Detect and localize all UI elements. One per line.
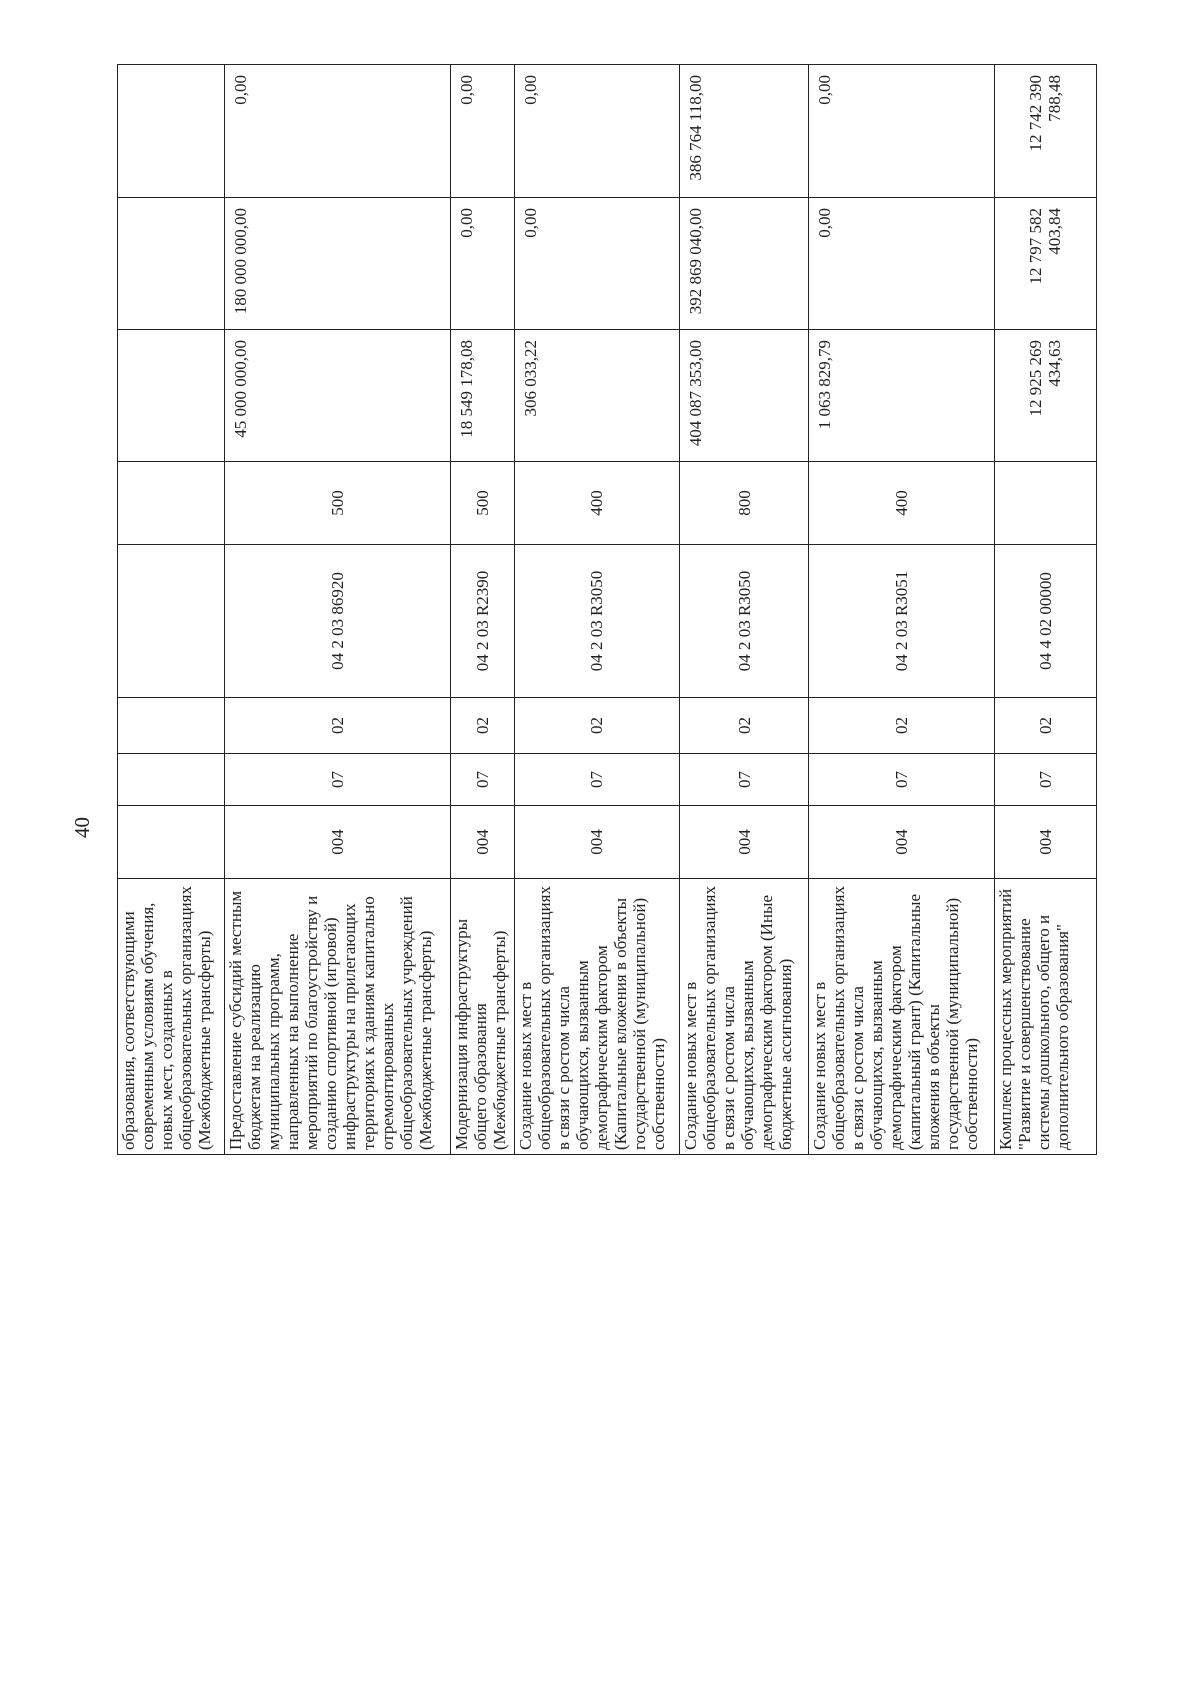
- expense-type: 500: [224, 462, 450, 545]
- sum-year-1: 45 000 000,00: [224, 330, 450, 462]
- row-name: Создание новых мест в общеобразовательных организациях в связи с ростом числа обучающихся, вызванным демографическим фактором (капитальный грант) (Капитальные вложения в объекты государственной (муниципальной) собственности): [809, 879, 995, 1155]
- subsection-code: 02: [680, 698, 809, 754]
- section-code: [118, 754, 225, 806]
- sum-year-1: 18 549 178,08: [450, 330, 514, 462]
- sum-year-2: 0,00: [450, 198, 514, 330]
- target-article: 04 2 03 R3050: [514, 545, 679, 698]
- sum-year-2: 0,00: [514, 198, 679, 330]
- ministry-code: 004: [809, 806, 995, 879]
- sum-year-3: [118, 65, 225, 198]
- table-row: [514, 65, 679, 1155]
- target-article: 04 2 03 R2390: [450, 545, 514, 698]
- table-row: [809, 65, 995, 1155]
- table-row: [224, 65, 450, 1155]
- expense-type: 500: [450, 462, 514, 545]
- ministry-code: 004: [514, 806, 679, 879]
- expense-type: 800: [680, 462, 809, 545]
- section-code: 07: [450, 754, 514, 806]
- row-name: Предоставление субсидий местным бюджетам на реализацию муниципальных программ, направленных на выполнение мероприятий по благоустройству и созданию спортивной (игровой) инфраструктуры на прилегающих территориях к зданиям капитально отремонтированных общеобразовательных учреждений (Межбюджетные трансферты): [224, 879, 450, 1155]
- rotated-table-wrapper: [117, 65, 1097, 1155]
- expense-type: [118, 462, 225, 545]
- sum-year-3: 0,00: [224, 65, 450, 198]
- target-article: 04 4 02 00000: [994, 545, 1096, 698]
- ministry-code: [118, 806, 225, 879]
- section-code: 07: [680, 754, 809, 806]
- expense-type: 400: [809, 462, 995, 545]
- subsection-code: 02: [994, 698, 1096, 754]
- sum-year-3: 0,00: [450, 65, 514, 198]
- subsection-code: 02: [514, 698, 679, 754]
- expense-type: 400: [514, 462, 679, 545]
- sum-year-3: 0,00: [809, 65, 995, 198]
- sum-year-1: [118, 330, 225, 462]
- ministry-code: 004: [450, 806, 514, 879]
- row-name: Создание новых мест в общеобразовательных организациях в связи с ростом числа обучающихся, вызванным демографическим фактором (Иные бюджетные ассигнования): [680, 879, 809, 1155]
- table-row: [994, 65, 1096, 1155]
- target-article: 04 2 03 86920: [224, 545, 450, 698]
- section-code: 07: [994, 754, 1096, 806]
- sum-year-3: 0,00: [514, 65, 679, 198]
- row-name: Создание новых мест в общеобразовательных организациях в связи с ростом числа обучающихся, вызванным демографическим фактором (Капитальные вложения в объекты государственной (муниципальной) собственности): [514, 879, 679, 1155]
- section-code: 07: [224, 754, 450, 806]
- table-row: [680, 65, 809, 1155]
- target-article: 04 2 03 R3050: [680, 545, 809, 698]
- sum-year-2: 0,00: [809, 198, 995, 330]
- subsection-code: 02: [809, 698, 995, 754]
- page-number: 40: [70, 817, 94, 838]
- section-code: 07: [514, 754, 679, 806]
- table-row: [118, 65, 225, 1155]
- sum-year-2: 180 000 000,00: [224, 198, 450, 330]
- target-article: [118, 545, 225, 698]
- ministry-code: 004: [224, 806, 450, 879]
- sum-year-1: 306 033,22: [514, 330, 679, 462]
- target-article: 04 2 03 R3051: [809, 545, 995, 698]
- sum-year-1: 404 087 353,00: [680, 330, 809, 462]
- row-name: Модернизация инфраструктуры общего образования (Межбюджетные трансферты): [450, 879, 514, 1155]
- budget-table: [117, 64, 1097, 1155]
- sum-year-1: 1 063 829,79: [809, 330, 995, 462]
- sum-year-2: [118, 198, 225, 330]
- row-name: Комплекс процессных мероприятий "Развитие и совершенствование системы дошкольного, общего и дополнительного образования": [994, 879, 1096, 1155]
- sum-year-2: 392 869 040,00: [680, 198, 809, 330]
- expense-type: [994, 462, 1096, 545]
- subsection-code: [118, 698, 225, 754]
- ministry-code: 004: [680, 806, 809, 879]
- row-name: образования, соответствующими современным условиям обучения, новых мест, созданных в общеобразовательных организациях (Межбюджетные трансферты): [118, 879, 225, 1155]
- sum-year-3: 12 742 390 788,48: [994, 65, 1096, 198]
- sum-year-3: 386 764 118,00: [680, 65, 809, 198]
- subsection-code: 02: [224, 698, 450, 754]
- section-code: 07: [809, 754, 995, 806]
- ministry-code: 004: [994, 806, 1096, 879]
- subsection-code: 02: [450, 698, 514, 754]
- table-row: [450, 65, 514, 1155]
- sum-year-1: 12 925 269 434,63: [994, 330, 1096, 462]
- sum-year-2: 12 797 582 403,84: [994, 198, 1096, 330]
